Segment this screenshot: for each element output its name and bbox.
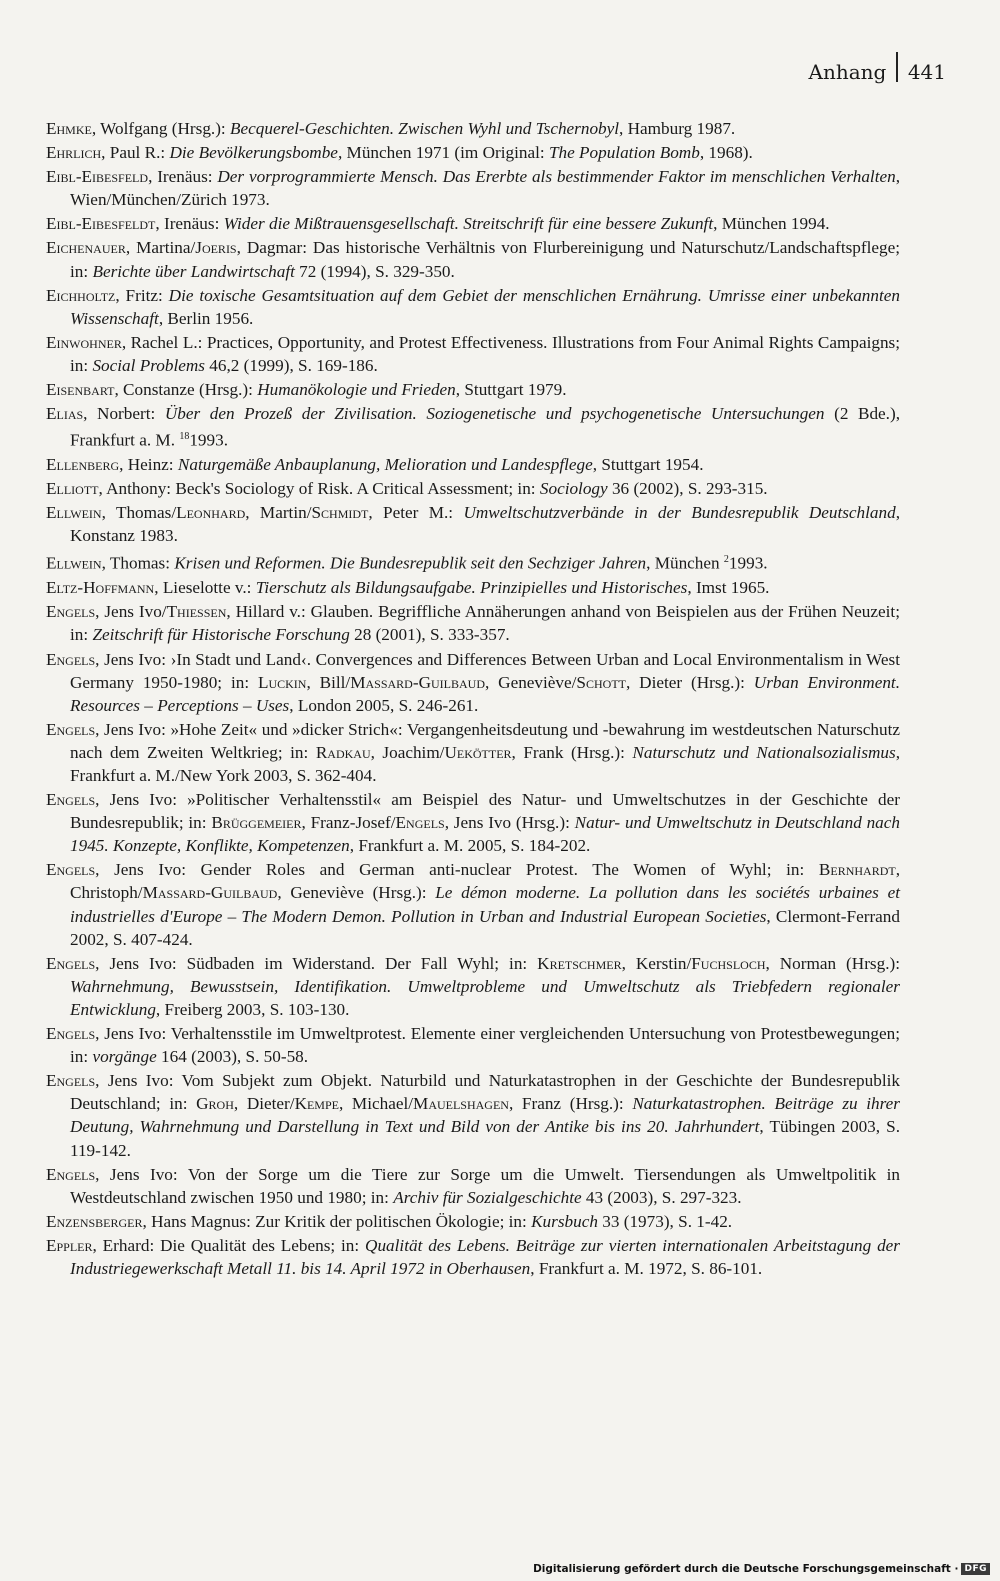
footer-text: Digitalisierung gefördert durch die Deutsche Forschungsgemeinschaft ·	[533, 1563, 959, 1575]
reference-text: , Franz-Josef/	[301, 813, 396, 833]
reference-author: Eichholtz	[46, 285, 116, 305]
reference-coauthor: Uekötter	[444, 742, 512, 762]
reference-title: Becquerel-Geschichten. Zwischen Wyhl und Tschernobyl	[230, 119, 620, 138]
reference-title: Sociology	[539, 479, 608, 499]
reference-entry	[46, 378, 900, 401]
reference-title: Berichte über Landwirtschaft	[92, 261, 295, 281]
reference-text: , Clermont-Ferrand 2002, S. 407-424.	[70, 906, 900, 949]
reference-text: , München 1971 (im Original:	[337, 143, 549, 163]
reference-text: , Jens Ivo: Verhaltensstile im Umweltprotest. Elemente einer vergleichenden Untersuchung von Protestbewegungen; in:	[70, 1024, 900, 1067]
reference-text: , Frankfurt a. M./New York 2003, S. 362-404.	[70, 742, 900, 785]
reference-title: Wahrnehmung, Bewusstsein, Identifikation. Umweltprobleme und Umweltschutz als Triebfedern regionaler Entwicklung	[70, 976, 900, 1019]
reference-entry	[46, 284, 900, 330]
reference-text: , Berlin 1956.	[158, 308, 254, 328]
reference-coauthor: Kretschmer	[537, 953, 622, 973]
reference-text: , Lieselotte v.:	[154, 578, 256, 598]
reference-text: 36 (2002), S. 293-315.	[607, 479, 768, 499]
reference-coauthor: Radkau	[315, 742, 371, 762]
reference-text: , Joachim/	[370, 742, 445, 762]
reference-author: Eibl-Eibesfeldt	[46, 214, 156, 234]
reference-text: 2	[723, 554, 729, 566]
reference-entry	[46, 453, 900, 476]
reference-text: , Stuttgart 1954.	[592, 455, 704, 475]
reference-author: Eichenauer	[46, 238, 126, 258]
reference-title: Umweltschutzverbände in der Bundesrepublik Deutschland	[463, 503, 896, 523]
reference-text: 28 (2001), S. 333-357.	[349, 625, 510, 645]
reference-text: , Dagmar: Das historische Verhältnis von Flurbereinigung und Naturschutz/Landschaftspflege; in:	[70, 238, 900, 281]
running-header	[809, 52, 947, 84]
reference-author: Einwohner	[46, 332, 122, 352]
reference-text: , Jens Ivo/	[95, 602, 167, 622]
reference-text: 164 (2003), S. 50-58.	[156, 1047, 309, 1067]
reference-text: , Dieter/	[233, 1094, 295, 1114]
reference-entry	[46, 331, 900, 377]
digitization-footer	[533, 1563, 990, 1575]
reference-text: , Irenäus:	[155, 214, 224, 234]
reference-coauthor: Bernhardt	[818, 860, 896, 880]
reference-text: , Christoph/	[70, 860, 900, 903]
reference-author: Eltz-Hoffmann	[46, 578, 155, 598]
reference-author: Ehmke	[46, 119, 92, 138]
reference-title: The Population Bomb	[548, 143, 700, 163]
reference-entry	[46, 141, 900, 164]
reference-text: , Kerstin/	[621, 953, 692, 973]
reference-author: Engels	[46, 860, 96, 880]
reference-title: Natur- und Umweltschutz in Deutschland nach 1945. Konzepte, Konflikte, Kompetenzen	[70, 813, 900, 856]
reference-title: Über den Prozeß der Zivilisation. Soziogenetische und psychogenetische Untersuchungen	[164, 404, 825, 424]
reference-text: , München 1994.	[713, 214, 830, 234]
reference-text: 18	[179, 431, 190, 443]
reference-text: , Freiberg 2003, S. 103-130.	[155, 999, 350, 1019]
reference-text: , Irenäus:	[148, 167, 218, 187]
reference-entry	[46, 117, 900, 140]
reference-title: Humanökologie und Frieden	[257, 380, 456, 400]
reference-text: , Jens Ivo (Hrsg.):	[444, 813, 575, 833]
reference-text: , Wien/München/Zürich 1973.	[70, 167, 900, 210]
reference-text: , London 2005, S. 246-261.	[289, 695, 479, 715]
reference-text: , Jens Ivo: ›In Stadt und Land‹. Convergences and Differences Between Urban and Local Environmentalism in West Germany 1950-1980; in:	[70, 649, 900, 692]
reference-coauthor: Mauelshagen	[413, 1094, 509, 1114]
reference-text: , Hillard v.: Glauben. Begriffliche Annäherungen anhand von Beispielen aus der Frühen Neuzeit; in:	[70, 602, 900, 645]
reference-author: Engels	[46, 1164, 96, 1184]
reference-text: , Norman (Hrsg.):	[765, 953, 900, 973]
reference-entry	[46, 212, 900, 235]
reference-entry	[46, 1022, 900, 1068]
reference-entry	[46, 548, 900, 575]
reference-author: Ellwein	[46, 554, 102, 574]
reference-coauthor: Schott	[576, 672, 626, 692]
reference-entry	[46, 236, 900, 282]
reference-text: , Jens Ivo: Vom Subjekt zum Objekt. Naturbild und Naturkatastrophen in der Geschichte der Bundesrepublik Deutschland; in:	[70, 1071, 900, 1114]
reference-text: , Erhard: Die Qualität des Lebens; in:	[92, 1235, 366, 1255]
reference-text: , Geneviève (Hrsg.):	[277, 883, 436, 903]
reference-coauthor: Joeris	[195, 238, 237, 258]
reference-text: , Constanze (Hrsg.):	[114, 380, 258, 400]
reference-author: Elliott	[46, 479, 99, 499]
reference-author: Ellwein	[46, 503, 102, 523]
reference-coauthor: Brüggemeier	[211, 813, 302, 833]
reference-coauthor: Kempe	[294, 1094, 339, 1114]
reference-entry	[46, 1210, 900, 1233]
reference-text: , Thomas:	[101, 554, 175, 574]
reference-author: Engels	[46, 790, 96, 810]
reference-text: , Bill/	[306, 672, 351, 692]
reference-entry	[46, 1163, 900, 1209]
reference-author: Eppler	[46, 1235, 93, 1255]
reference-text: , Franz (Hrsg.):	[508, 1094, 633, 1114]
reference-text: , Michael/	[338, 1094, 414, 1114]
reference-author: Engels	[46, 953, 96, 973]
reference-text: , Fritz:	[115, 285, 169, 305]
reference-text: , Dieter (Hrsg.):	[625, 672, 754, 692]
reference-title: Qualität des Lebens. Beiträge zur vierten internationalen Arbeitstagung der Industriegewerkschaft Metall 11. bis 14. April 1972 in Oberhausen	[70, 1235, 900, 1278]
reference-entry	[46, 648, 900, 717]
reference-title: Die Bevölkerungsbombe	[169, 143, 338, 163]
reference-text: , München	[646, 554, 724, 574]
reference-text: , Rachel L.: Practices, Opportunity, and Protest Effectiveness. Illustrations from Four Animal Rights Campaigns; in:	[70, 332, 900, 375]
reference-text: (2 Bde.), Frankfurt a. M.	[70, 404, 900, 450]
reference-text: , Thomas/	[101, 503, 177, 523]
reference-entry	[46, 501, 900, 547]
reference-text: , Norbert:	[83, 404, 165, 424]
reference-text: , Hamburg 1987.	[619, 119, 736, 138]
header-divider	[896, 52, 898, 82]
reference-author: Enzensberger	[46, 1211, 143, 1231]
reference-entry	[46, 1069, 900, 1161]
reference-author: Eisenbart	[46, 380, 115, 400]
reference-text: , Jens Ivo: Gender Roles and German anti-nuclear Protest. The Women of Wyhl; in:	[95, 860, 819, 880]
reference-text: , Martin/	[245, 503, 312, 523]
reference-text: , Paul R.:	[101, 143, 170, 163]
reference-coauthor: Fuchsloch	[691, 953, 766, 973]
reference-title: Krisen und Reformen. Die Bundesrepublik seit den Sechziger Jahren	[174, 554, 647, 574]
reference-author: Eibl-Eibesfeld	[46, 167, 149, 187]
reference-text: , Konstanz 1983.	[70, 503, 900, 546]
reference-text: , Tübingen 2003, S. 119-142.	[70, 1117, 900, 1160]
reference-text: , 1968).	[699, 143, 753, 163]
reference-author: Engels	[46, 1071, 96, 1091]
reference-text: 46,2 (1999), S. 169-186.	[204, 355, 378, 375]
reference-entry	[46, 1234, 900, 1280]
reference-text: , Peter M.:	[368, 503, 464, 523]
reference-title: Naturgemäße Anbauplanung, Melioration und Landespflege	[177, 455, 593, 475]
reference-entry	[46, 858, 900, 950]
reference-title: Naturschutz und Nationalsozialismus	[632, 742, 896, 762]
reference-text: , Jens Ivo: »Politischer Verhaltensstil« am Beispiel des Natur- und Umweltschutzes in der Geschichte der Bundesrepublik; in:	[70, 790, 900, 833]
reference-text: , Frank (Hrsg.):	[511, 742, 633, 762]
reference-entry	[46, 718, 900, 787]
reference-text: , Frankfurt a. M. 2005, S. 184-202.	[349, 836, 591, 856]
reference-text: 1993.	[728, 554, 768, 574]
reference-text: , Stuttgart 1979.	[455, 380, 567, 400]
reference-author: Ellenberg	[46, 455, 120, 475]
reference-title: Zeitschrift für Historische Forschung	[92, 625, 350, 645]
reference-coauthor: Thiessen	[166, 602, 227, 622]
reference-text: , Frankfurt a. M. 1972, S. 86-101.	[530, 1258, 763, 1278]
reference-text: , Jens Ivo: »Hohe Zeit« und »dicker Strich«: Vergangenheitsdeutung und -bewahrung im westdeutschen Naturschutz nach dem Zweiten Weltkrieg; in:	[70, 719, 900, 762]
reference-author: Elias	[46, 404, 84, 424]
reference-text: , Hans Magnus: Zur Kritik der politischen Ökologie; in:	[142, 1211, 532, 1231]
reference-text: , Jens Ivo: Von der Sorge um die Tiere zur Sorge um die Umwelt. Tiersendungen als Umweltpolitik in Westdeutschland zwischen 1950 und 1980; in:	[70, 1164, 900, 1207]
reference-coauthor: Luckin	[257, 672, 307, 692]
reference-entry	[46, 952, 900, 1021]
reference-coauthor: Schmidt	[311, 503, 369, 523]
reference-text: , Imst 1965.	[687, 578, 770, 598]
reference-text: , Heinz:	[119, 455, 178, 475]
reference-title: Tierschutz als Bildungsaufgabe. Prinzipielles und Historisches	[255, 578, 688, 598]
reference-author: Engels	[46, 649, 96, 669]
reference-title: Le démon moderne. La pollution dans les sociétés urbaines et industrielles d'Europe – The Modern Demon. Pollution in Urban and Industrial European Societies	[70, 883, 900, 926]
reference-title: vorgänge	[92, 1047, 157, 1067]
reference-author: Engels	[46, 719, 96, 739]
reference-entry	[46, 477, 900, 500]
reference-author: Ehrlich	[46, 143, 102, 163]
reference-entry	[46, 402, 900, 452]
reference-text: , Anthony: Beck's Sociology of Risk. A Critical Assessment; in:	[98, 479, 540, 499]
reference-coauthor: Engels	[395, 813, 445, 833]
reference-title: Kursbuch	[531, 1211, 598, 1231]
running-header-section: Anhang	[808, 60, 887, 84]
page-number: 441	[907, 60, 946, 84]
reference-text: 72 (1994), S. 329-350.	[294, 261, 455, 281]
reference-title: Social Problems	[92, 355, 205, 375]
reference-text: 43 (2003), S. 297-323.	[581, 1187, 742, 1207]
reference-title: Die toxische Gesamtsituation auf dem Gebiet der menschlichen Ernährung. Umrisse einer unbekannten Wissenschaft	[70, 285, 900, 328]
reference-title: Wider die Mißtrauensgesellschaft. Streitschrift für eine bessere Zukunft	[223, 214, 714, 234]
reference-entry	[46, 788, 900, 857]
reference-title: Naturkatastrophen. Beiträge zu ihrer Deutung, Wahrnehmung und Darstellung in Text und Bild von der Antike bis ins 20. Jahrhundert	[70, 1094, 900, 1137]
reference-title: Urban Environment. Resources – Perceptions – Uses	[70, 672, 900, 715]
reference-entry	[46, 600, 900, 646]
reference-title: Archiv für Sozialgeschichte	[393, 1187, 582, 1207]
reference-author: Engels	[46, 1024, 96, 1044]
reference-text: , Jens Ivo: Südbaden im Widerstand. Der Fall Wyhl; in:	[95, 953, 538, 973]
reference-text: , Wolfgang (Hrsg.):	[91, 119, 231, 138]
reference-coauthor: Massard-Guilbaud	[142, 883, 278, 903]
reference-coauthor: Groh	[196, 1094, 234, 1114]
reference-text: 1993.	[189, 430, 228, 450]
reference-text: 33 (1973), S. 1-42.	[597, 1211, 733, 1231]
dfg-logo: DFG	[961, 1563, 990, 1575]
reference-coauthor: Leonhard	[176, 503, 246, 523]
reference-author: Engels	[46, 602, 96, 622]
reference-text: , Geneviève/	[484, 672, 577, 692]
reference-title: Der vorprogrammierte Mensch. Das Ererbte als bestimmender Faktor im menschlichen Verhalten	[217, 167, 896, 187]
reference-entry	[46, 165, 900, 211]
reference-list	[46, 117, 900, 1281]
reference-coauthor: Massard-Guilbaud	[350, 672, 485, 692]
reference-text: , Martina/	[125, 238, 196, 258]
reference-entry	[46, 576, 900, 599]
